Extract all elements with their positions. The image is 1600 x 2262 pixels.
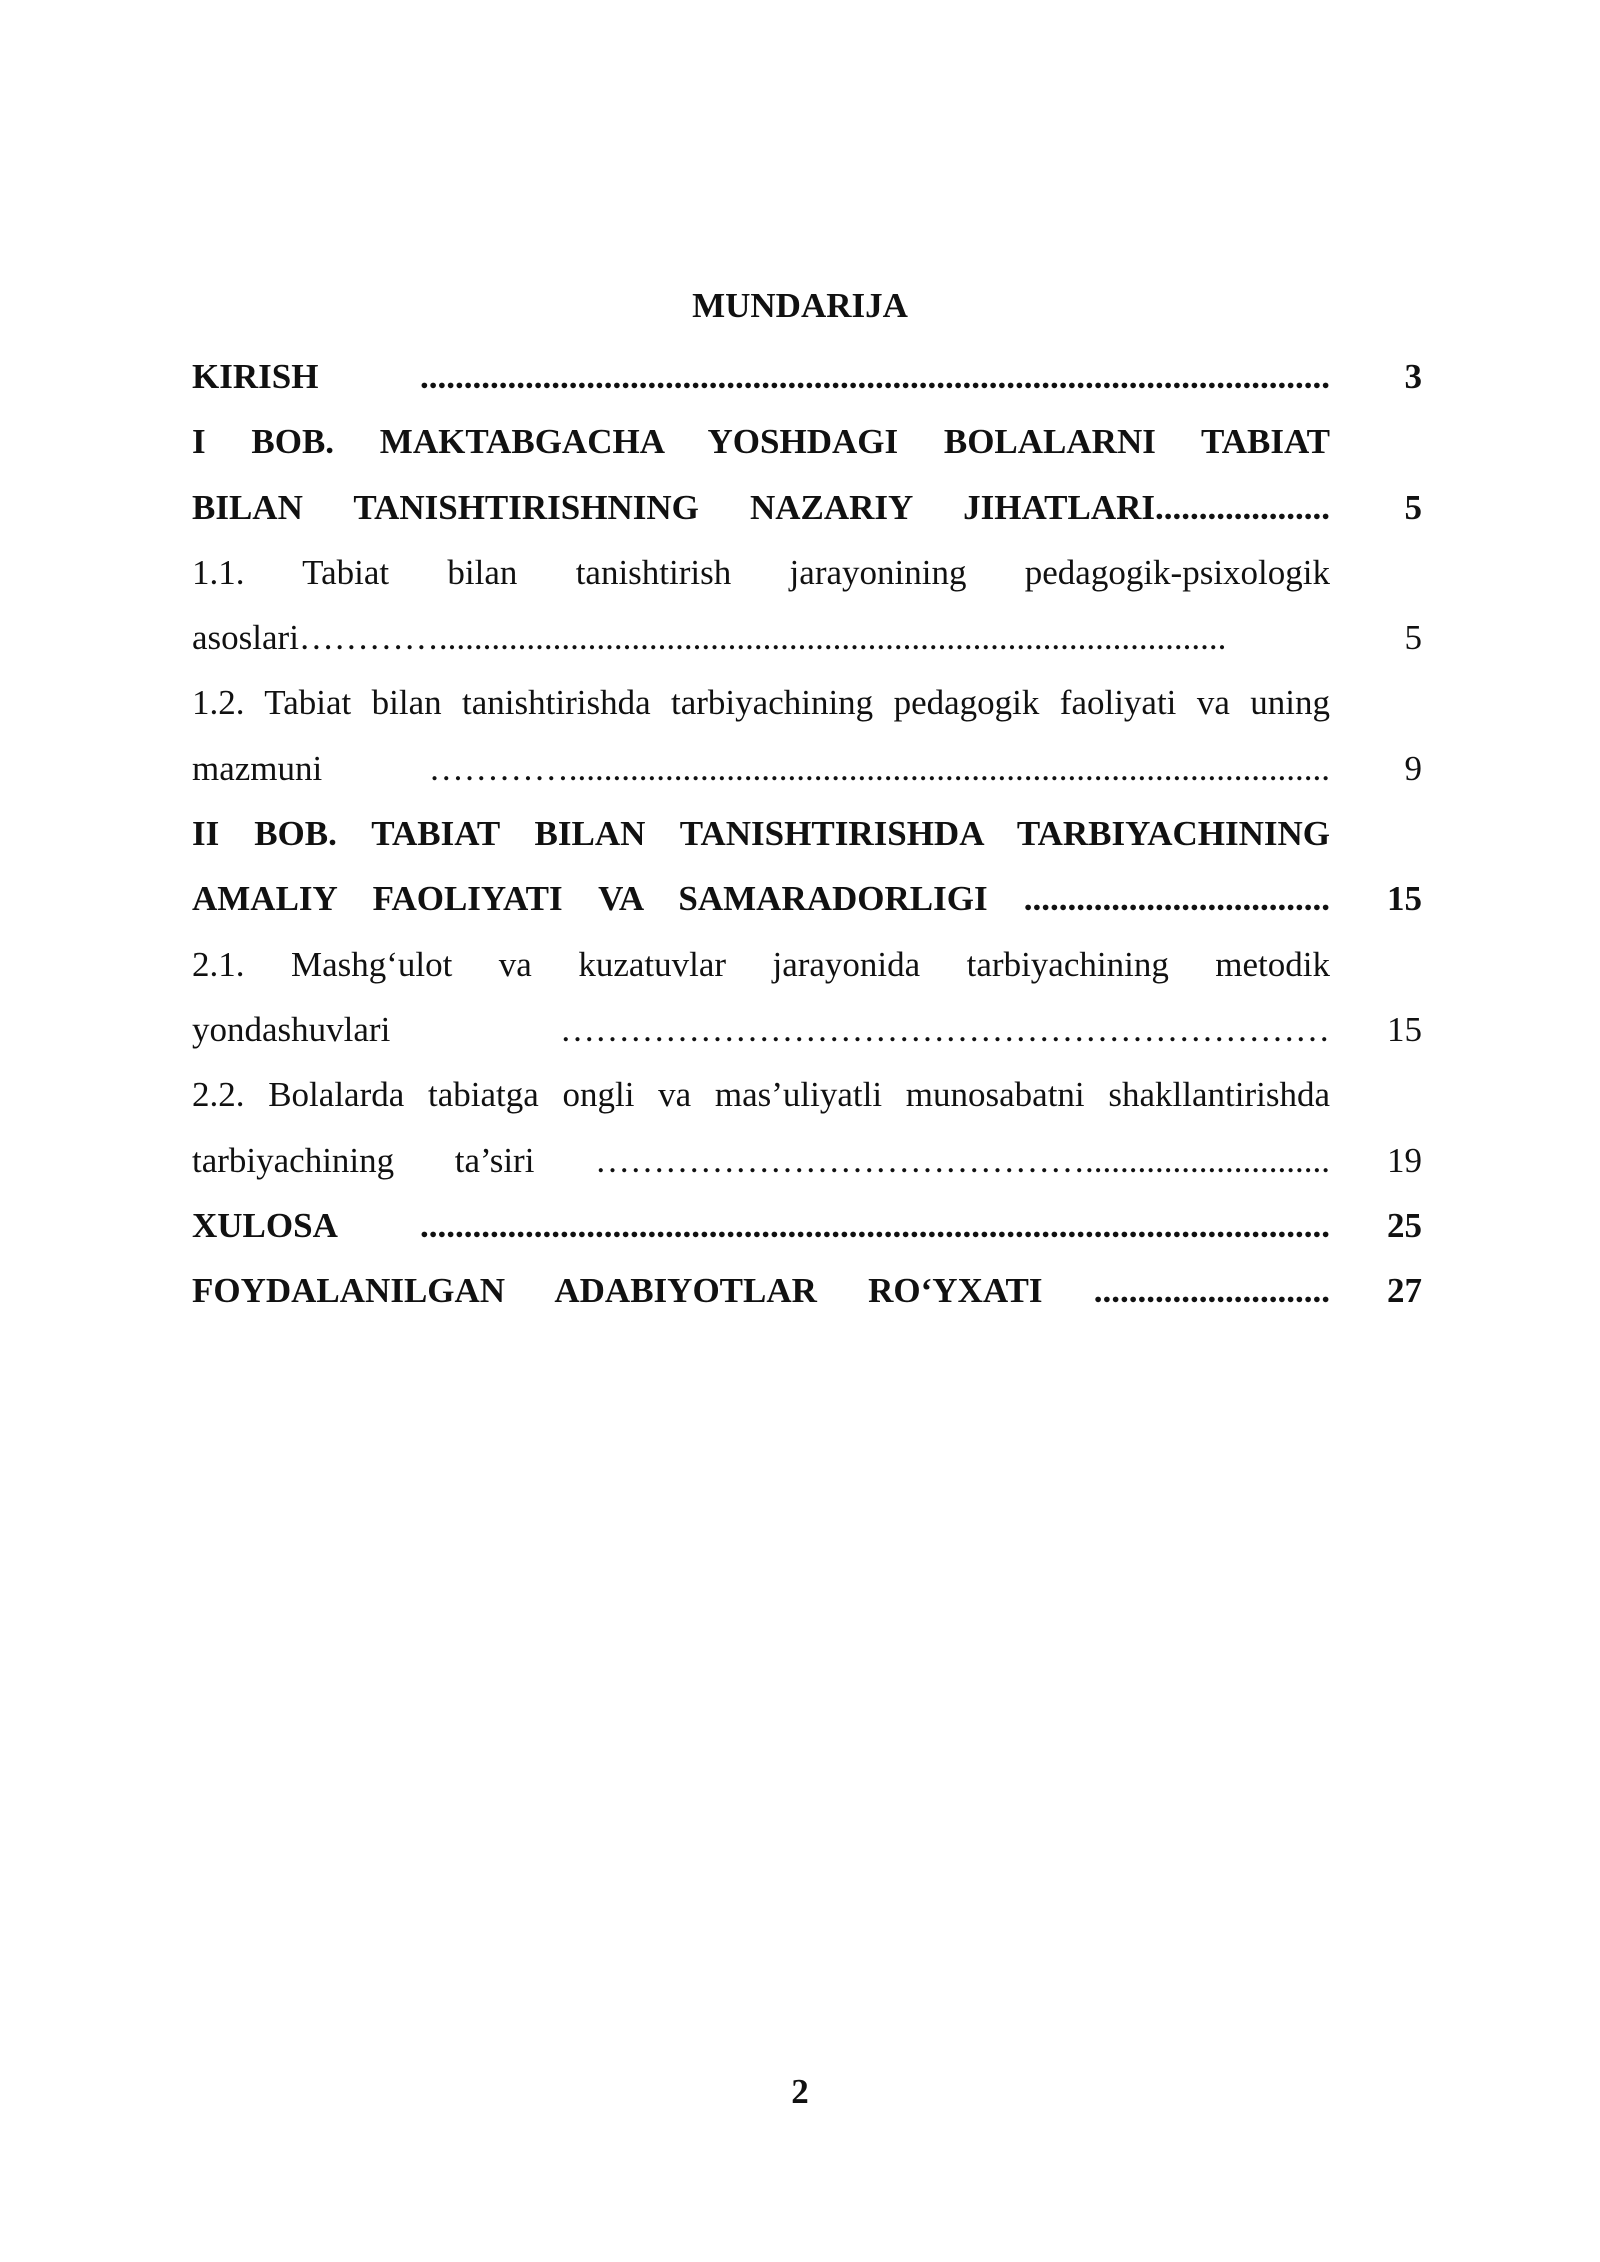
toc-entry-page: 27 [1387,1271,1422,1311]
toc-entry-section-2-1[interactable] [192,932,1422,1063]
toc-entry-text-line-1: 1.2. Tabiat bilan tanishtirishda tarbiyachining pedagogik faoliyati va uning [192,683,1330,723]
toc-entry-text-line-2: mazmuni …………....................................................................................... [192,748,1330,788]
toc-entry-page: 3 [1404,357,1422,396]
toc-entry-page: 5 [1404,487,1422,527]
toc-entry-text-line-1: 1.1. Tabiat bilan tanishtirish jarayonining pedagogik-psixologik [192,552,1330,592]
toc-entry-xulosa[interactable] [192,1193,1422,1258]
toc-entry-page: 19 [1387,1140,1422,1180]
toc-entry-text-line-2: asoslari………….......................................................................................... [192,618,1227,658]
table-of-contents [192,344,1422,1323]
toc-entry-text-line-2: tarbiyachining ta’siri ……………………………………............................ [192,1140,1330,1180]
toc-entry-section-2-2[interactable] [192,1062,1422,1193]
toc-entry-chapter-1[interactable] [192,409,1422,540]
page-number: 2 [791,2072,809,2111]
toc-entry-text: XULOSA ........................................................................................................ [192,1205,1330,1245]
toc-entry-text-line-1: 2.1. Mashg‘ulot va kuzatuvlar jarayonida tarbiyachining metodik [192,944,1330,984]
toc-entry-text-line-2: yondashuvlari ………………………………………………………… [192,1009,1330,1049]
toc-entry-text-line-1: II BOB. TABIAT BILAN TANISHTIRISHDA TARBIYACHINING [192,814,1330,854]
toc-entry-references[interactable] [192,1258,1422,1323]
toc-entry-text: KIRISH ........................................................................................................ [192,357,1330,396]
toc-entry-text-line-2: BILAN TANISHTIRISHNING NAZARIY JIHATLARI.................... [192,487,1330,527]
toc-entry-page: 15 [1387,879,1422,919]
toc-title: MUNDARIJA [692,286,908,325]
toc-entry-section-1-1[interactable] [192,540,1422,671]
toc-entry-text: FOYDALANILGAN ADABIYOTLAR RO‘YXATI ........................... [192,1271,1330,1311]
toc-entry-page: 15 [1387,1009,1422,1049]
toc-entry-page: 9 [1404,748,1422,788]
toc-entry-text-line-1: 2.2. Bolalarda tabiatga ongli va mas’uliyatli munosabatni shakllantirishda [192,1075,1330,1115]
toc-entry-chapter-2[interactable] [192,801,1422,932]
toc-entry-text-line-1: I BOB. MAKTABGACHA YOSHDAGI BOLALARNI TABIAT [192,422,1330,462]
toc-entry-text-line-2: AMALIY FAOLIYATI VA SAMARADORLIGI ................................... [192,879,1330,919]
toc-entry-page: 25 [1387,1205,1422,1245]
toc-entry-kirish[interactable] [192,344,1422,409]
toc-entry-page: 5 [1404,618,1422,658]
toc-entry-section-1-2[interactable] [192,670,1422,801]
